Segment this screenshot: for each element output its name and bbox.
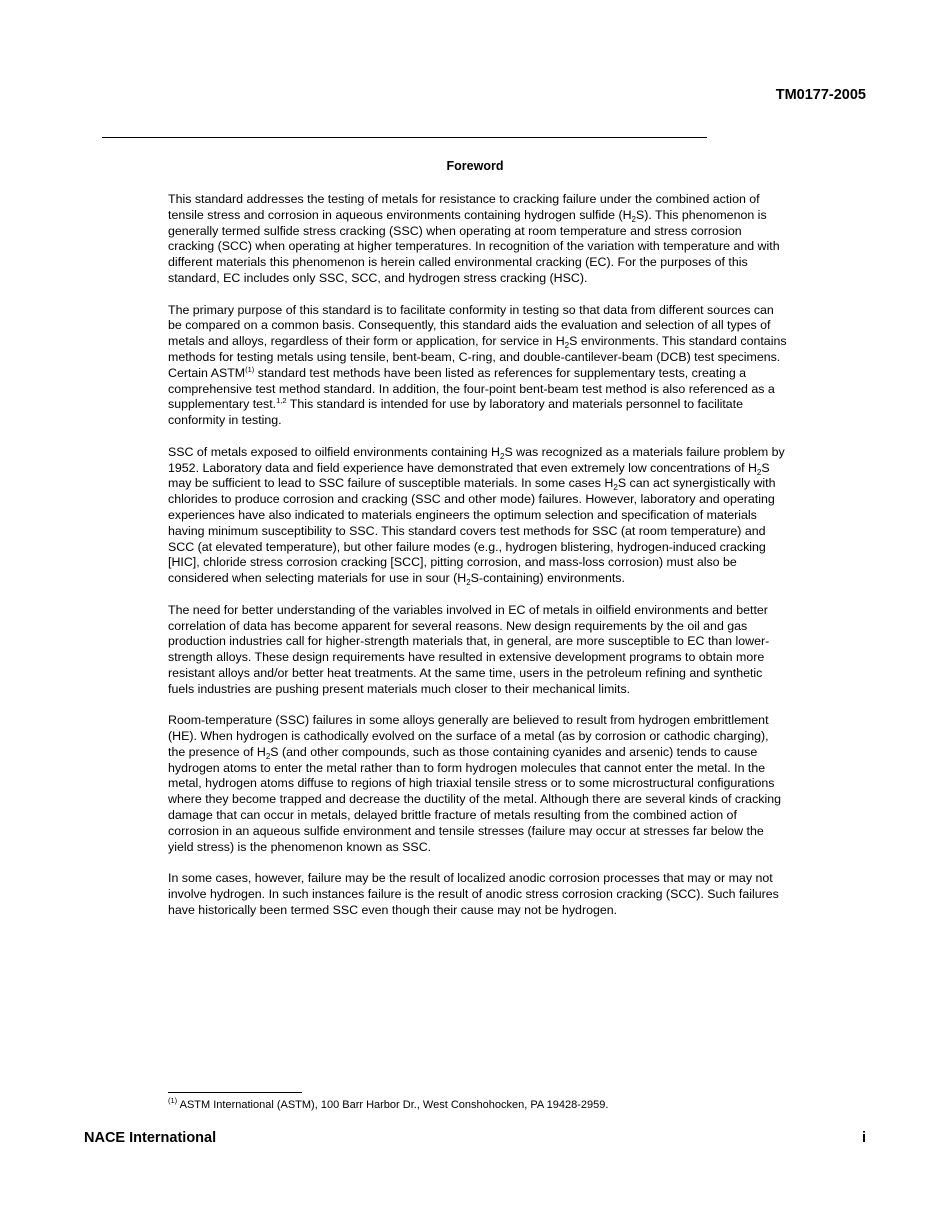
paragraph-6: In some cases, however, failure may be the result of localized anodic corrosion processes that may or may not involve hydrogen. In such instances failure is the result of anodic stress corrosion cracking (SCC). Such failures have historically been termed SSC even though their cause may not be hydrogen. xyxy=(168,871,779,917)
footnote-rule xyxy=(168,1092,302,1093)
paragraph-1: This standard addresses the testing of metals for resistance to cracking failure under the combined action of tensile stress and corrosion in aqueous environments containing hydrogen sulfide $(H_2S)$. This phenomenon is generally termed sulfide stress cracking (SSC) when operating at room temperature and stress corrosion cracking (SCC) when operating at higher temperatures. In recognition of the variation with temperature and with different materials this phenomenon is herein called environmental cracking (EC). For the purposes of this standard, EC includes only SSC, SCC, and hydrogen stress cracking (HSC). xyxy=(168,192,780,285)
document-id: TM0177-2005 xyxy=(775,87,866,103)
footnote-ref-1: (1) xyxy=(245,364,255,374)
paragraph-3: SSC of metals exposed to oilfield environments containing $H_2S$ was recognized as a materials failure problem by 1952. Laboratory data and field experience have demonstrated that even extremely low concentrations of $H_2S$ may be sufficient to lead to SSC failure of susceptible materials. In some cases $H_2S$ can act synergistically with chlorides to produce corrosion and cracking (SSC and other mode) failures. However, laboratory and operating experiences have also indicated to materials engineers the optimum selection and specification of materials having minimum susceptibility to SSC. This standard covers test methods for SSC (at room temperature) and SCC (at elevated temperature), but other failure modes (e.g., hydrogen blistering, hydrogen-induced cracking [HIC], chloride stress corrosion cracking [SCC], pitting corrosion, and mass-loss corrosion) must also be considered when selecting materials for use in sour $(H_2S-containing)$ environments. xyxy=(168,444,785,588)
paragraph-4: The need for better understanding of the variables involved in EC of metals in oilfield environments and better correlation of data has become apparent for several reasons. New design requirements by the oil and gas production industries call for higher-strength materials that, in general, are more susceptible to EC than lower-strength alloys. These design requirements have resulted in extensive development programs to obtain more resistant alloys and/or better heat treatments. At the same time, users in the petroleum refining and synthetic fuels industries are pushing present materials much closer to their mechanical limits. xyxy=(168,602,770,696)
paragraph-5: Room-temperature (SSC) failures in some alloys generally are believed to result from hydrogen embrittlement (HE). When hydrogen is cathodically evolved on the surface of a metal (as by corrosion or cathodic charging), the presence of $H_2S$ (and other compounds, such as those containing cyanides and arsenic) tends to cause hydrogen atoms to enter the metal rather than to form hydrogen molecules that cannot enter the metal. In the metal, hydrogen atoms diffuse to regions of high triaxial tensile stress or to some microstructural configurations where they become trapped and decrease the ductility of the metal. Although there are several kinds of cracking damage that can occur in metals, delayed brittle fracture of metals resulting from the combined action of corrosion in an aqueous sulfide environment and tensile stresses (failure may occur at stresses far below the yield stress) is the phenomenon known as SSC. xyxy=(168,713,782,854)
section-heading: Foreword xyxy=(446,159,504,173)
paragraph-2: The primary purpose of this standard is to facilitate conformity in testing so that data from different sources can be compared on a common basis. Consequently, this standard aids the evaluation and selection of all types of metals and alloys, regardless of their form or application, for service in $H_2S$ environments. This standard contains methods for testing metals using tensile, bent-beam, C-ring, and double-cantilever-beam (DCB) test specimens. Certain ASTM$^{(1)}$ standard test methods have been listed as references for supplementary tests, creating a comprehensive test method standard. In addition, the four-point bent-beam test method is also referenced as a supplementary test.$^{1,2}$ This standard is intended for use by laboratory and materials personnel to facilitate conformity in testing. xyxy=(168,302,787,428)
header-rule xyxy=(102,137,707,138)
footnote: $^{(1)}$ ASTM International (ASTM), 100 Barr Harbor Dr., West Conshohocken, PA 19428-2959. xyxy=(168,1096,609,1111)
page-number: i xyxy=(861,1130,866,1146)
footer-organization: NACE International xyxy=(84,1130,217,1146)
reference-citation: 1,2 xyxy=(276,396,287,406)
body-text xyxy=(168,192,788,934)
